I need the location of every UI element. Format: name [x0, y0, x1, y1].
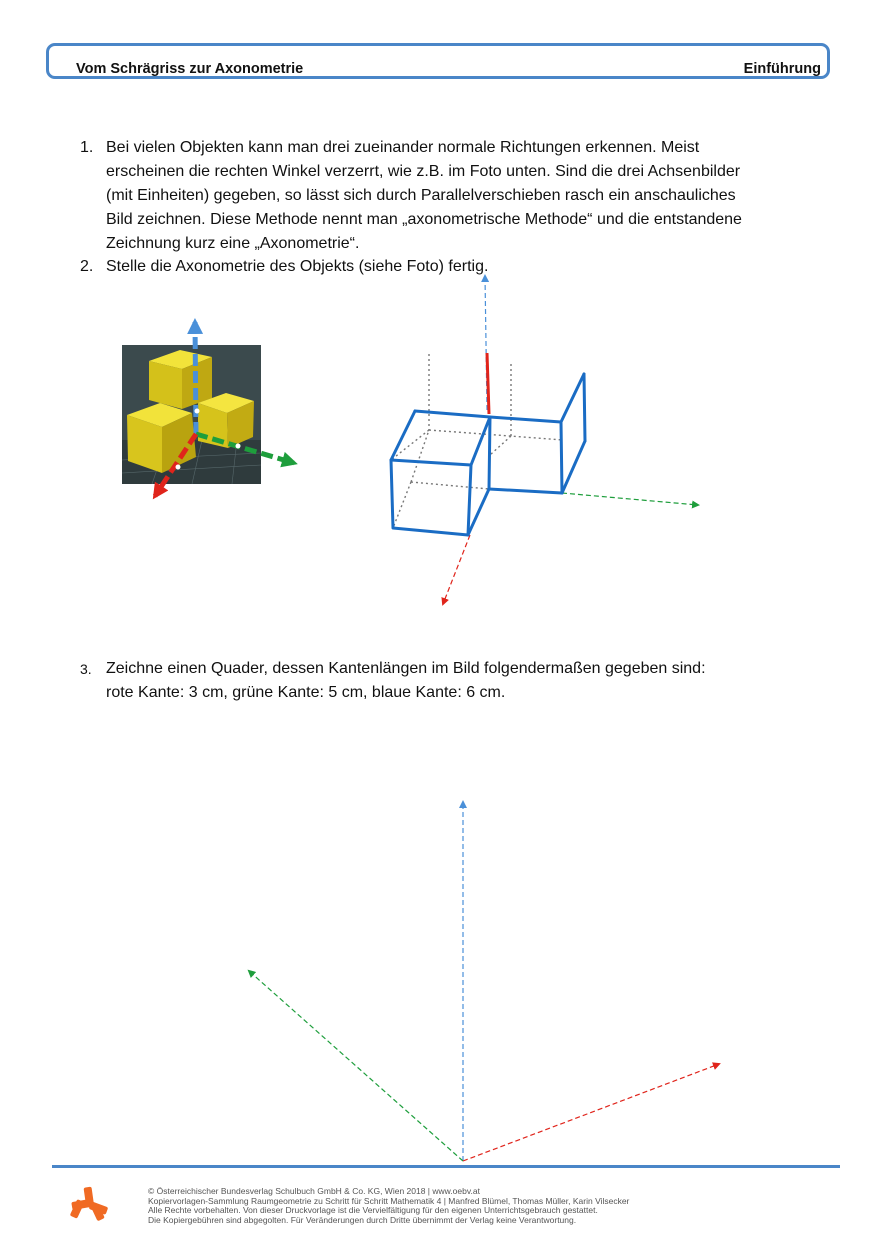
task-line: (mit Einheiten) gegeben, so lässt sich durch Parallelverschieben rasch ein anschauliches: [106, 187, 736, 204]
footer-line: © Österreichischer Bundesverlag Schulbuch GmbH & Co. KG, Wien 2018 | www.oebv.at: [148, 1186, 480, 1196]
footer-line: Kopiervorlagen-Sammlung Raumgeometrie zu Schritt für Schritt Mathematik 4 | Manfred Blümel, Thomas Müller, Karin Vilsecker: [148, 1195, 630, 1206]
task-line: Bild zeichnen. Diese Methode nennt man „axonometrische Methode“ und die entstandene: [106, 211, 742, 228]
task-line: Stelle die Axonometrie des Objekts (siehe Foto) fertig.: [106, 258, 489, 275]
footer-line: Die Kopiergebühren sind abgegolten. Für Veränderungen durch Dritte übernimmt der Verlag keine Verantwortung.: [148, 1214, 577, 1225]
axis-red: [463, 1064, 719, 1161]
footer-copyright: [148, 1187, 629, 1225]
footer-line: Alle Rechte vorbehalten. Von dieser Druckvorlage ist die Vervielfältigung für den eigenen Unterrichtsgebrauch gestattet.: [148, 1205, 598, 1215]
task-number: 2.: [80, 258, 94, 275]
task-number: 3.: [80, 661, 92, 677]
publisher-logo-icon: [70, 1185, 110, 1225]
footer-divider: [52, 1165, 840, 1168]
task-line: Zeichnung kurz eine „Axonometrie“.: [106, 235, 360, 252]
task-number: 1.: [80, 139, 94, 156]
task-line: Zeichne einen Quader, dessen Kantenlängen im Bild folgendermaßen gegeben sind:: [106, 660, 706, 677]
section-label: Einführung: [743, 61, 821, 77]
worksheet-title: Vom Schrägriss zur Axonometrie: [76, 61, 304, 77]
task-line: rote Kante: 3 cm, grüne Kante: 5 cm, blaue Kante: 6 cm.: [106, 684, 506, 701]
task-line: Bei vielen Objekten kann man drei zueinander normale Richtungen erkennen. Meist: [106, 139, 700, 156]
axis-green: [249, 971, 463, 1161]
task-line: erscheinen die rechten Winkel verzerrt, wie z.B. im Foto unten. Sind die drei Achsenbilder: [106, 163, 741, 180]
